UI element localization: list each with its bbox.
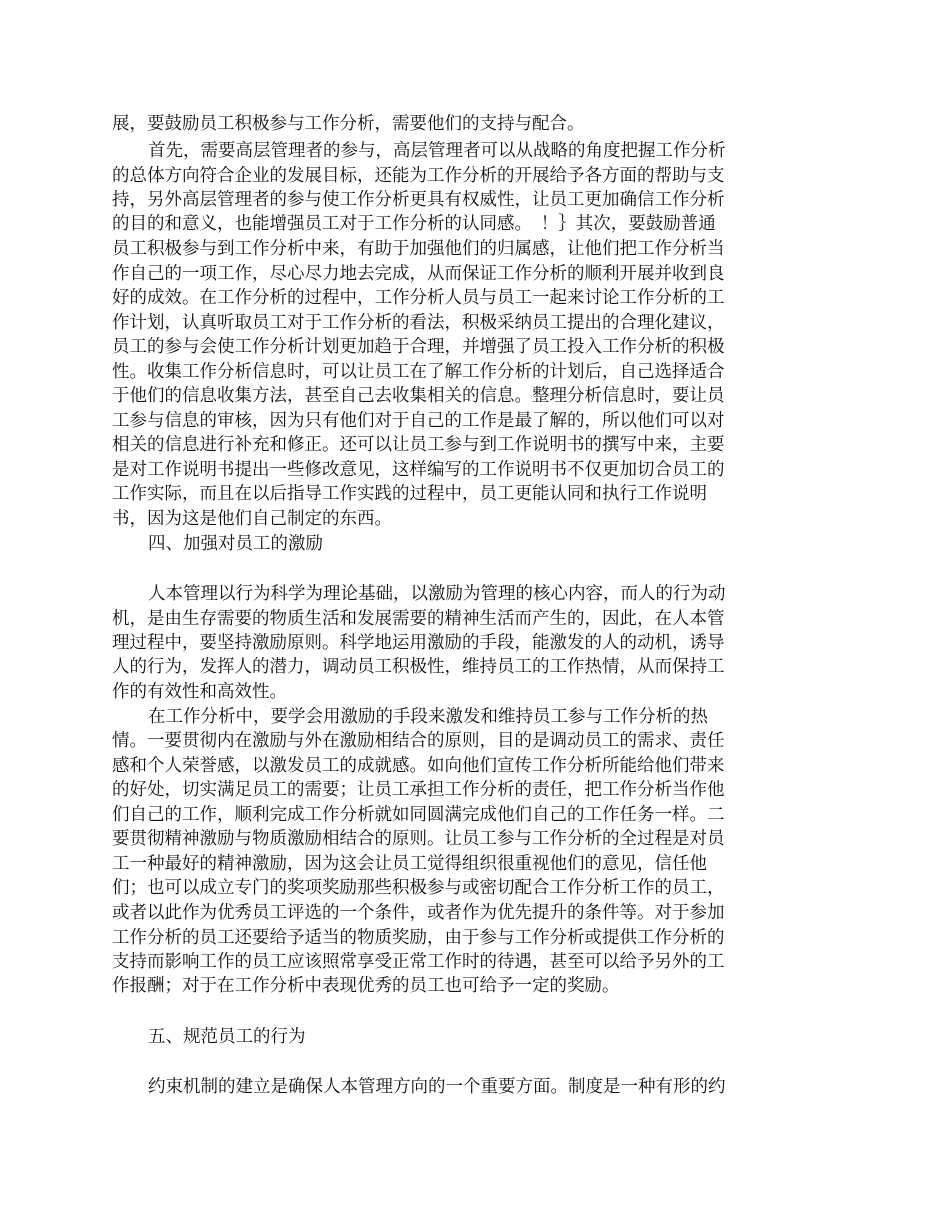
text-line: 作计划，认真听取员工对于工作分析的看法，积极采纳员工提出的合理化建议， (112, 313, 725, 333)
text-line: 的总体方向符合企业的发展目标，还能为工作分析的开展给予各方面的帮助与支 (112, 166, 725, 186)
text-line: 作报酬；对于在工作分析中表现优秀的员工也可给予一定的奖励。 (112, 976, 620, 996)
text-line: 的好处，切实满足员工的需要；让员工承担工作分析的责任，把工作分析当作他 (112, 780, 725, 800)
text-line: 工作分析的员工还要给予适当的物质奖励，由于参与工作分析或提供工作分析的 (112, 928, 725, 948)
text-line: 或者以此作为优秀员工评选的一个条件，或者作为优先提升的条件等。对于参加 (112, 903, 725, 923)
text-line: 相关的信息进行补充和修正。还可以让员工参与到工作说明书的撰写中来，主要 (112, 435, 725, 455)
text-line: 员工积极参与到工作分析中来，有助于加强他们的归属感，让他们把工作分析当 (112, 239, 725, 259)
text-line: 工参与信息的审核，因为只有他们对于自己的工作是最了解的，所以他们可以对 (112, 411, 725, 431)
text-line: 们；也可以成立专门的奖项奖励那些积极参与或密切配合工作分析工作的员工， (112, 878, 725, 898)
text-line: 机，是由生存需要的物质生活和发展需要的精神生活而产生的，因此，在人本管 (112, 609, 725, 629)
text-line: 情。一要贯彻内在激励与外在激励相结合的原则，目的是调动员工的需求、责任 (112, 731, 725, 751)
text-line: 作的有效性和高效性。 (112, 682, 287, 702)
text-line: 持，另外高层管理者的参与使工作分析更具有权威性，让员工更加确信工作分析 (112, 190, 725, 210)
text-line: 是对工作说明书提出一些修改意见，这样编写的工作说明书不仅更加切合员工的 (112, 460, 725, 480)
text-line: 性。收集工作分析信息时，可以让员工在了解工作分析的计划后，自己选择适合 (112, 362, 725, 382)
text-line: 要贯彻精神激励与物质激励相结合的原则。让员工参与工作分析的全过程是对员 (112, 829, 725, 849)
text-line: 好的成效。在工作分析的过程中，工作分析人员与员工一起来讨论工作分析的工 (112, 288, 725, 308)
text-line: 感和个人荣誉感，以激发员工的成就感。如向他们宣传工作分析所能给他们带来 (112, 756, 725, 776)
text-line: 的目的和意义，也能增强员工对于工作分析的认同感。 ！｝其次，要鼓励普通 (112, 214, 716, 234)
text-line: 书，因为这是他们自己制定的东西。 (112, 509, 392, 529)
text-line: 工一种最好的精神激励，因为这会让员工觉得组织很重视他们的意见，信任他 (112, 854, 707, 874)
section-heading: 五、规范员工的行为 (148, 1027, 306, 1047)
text-line: 工作实际，而且在以后指导工作实践的过程中，员工更能认同和执行工作说明 (112, 484, 707, 504)
paragraph-first-line: 在工作分析中，要学会用激励的手段来激发和维持员工参与工作分析的热 (148, 707, 708, 727)
text-line: 人的行为，发挥人的潜力，调动员工积极性，维持员工的工作热情，从而保持工 (112, 657, 725, 677)
paragraph-first-line: 人本管理以行为科学为理论基础，以激励为管理的核心内容，而人的行为动 (148, 584, 726, 604)
text-line: 展，要鼓励员工积极参与工作分析，需要他们的支持与配合。 (112, 114, 585, 134)
text-line: 们自己的工作，顺利完成工作分析就如同圆满完成他们自己的工作任务一样。二 (112, 805, 725, 825)
text-line: 理过程中，要坚持激励原则。科学地运用激励的手段，能激发的人的动机，诱导 (112, 633, 725, 653)
text-line: 支持而影响工作的员工应该照常享受正常工作时的待遇，甚至可以给予另外的工 (112, 952, 725, 972)
section-heading: 四、加强对员工的激励 (148, 534, 323, 554)
text-line: 员工的参与会使工作分析计划更加趋于合理，并增强了员工投入工作分析的积极 (112, 337, 725, 357)
text-line: 作自己的一项工作，尽心尽力地去完成，从而保证工作分析的顺利开展并收到良 (112, 264, 725, 284)
paragraph-first-line: 约束机制的建立是确保人本管理方向的一个重要方面。制度是一种有形的约 (148, 1077, 726, 1097)
paragraph-first-line: 首先，需要高层管理者的参与，高层管理者可以从战略的角度把握工作分析 (148, 141, 726, 161)
text-line: 于他们的信息收集方法，甚至自己去收集相关的信息。整理分析信息时，要让员 (112, 386, 725, 406)
